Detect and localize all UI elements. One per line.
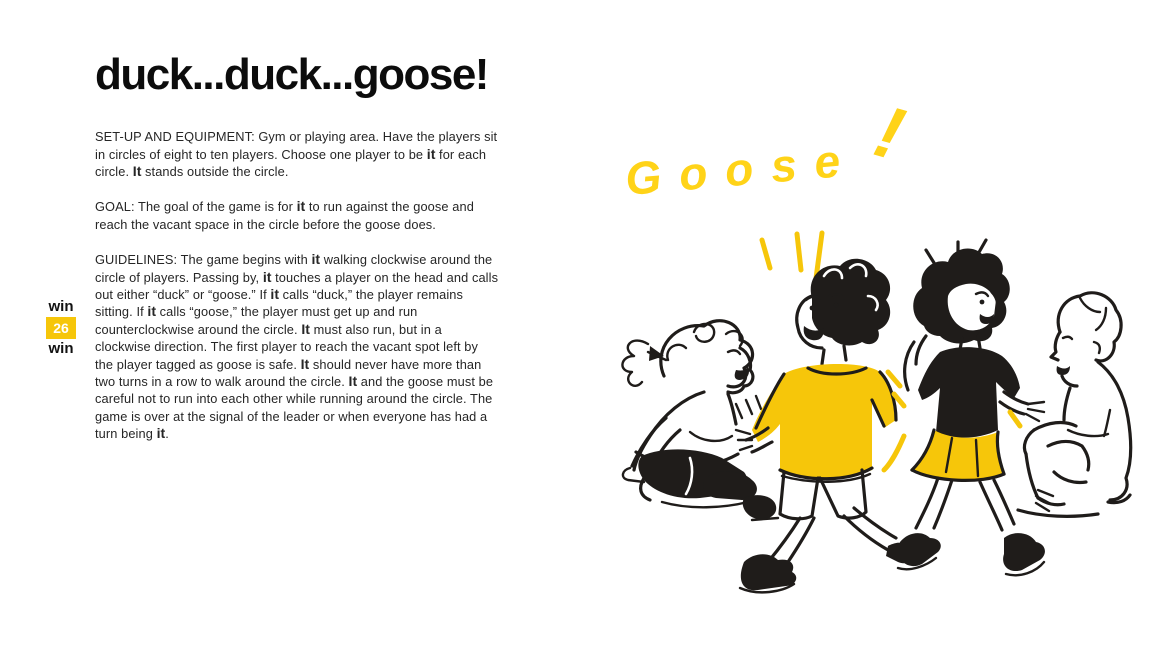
paragraph-text: calls “duck,” the player remains sitting. If (95, 287, 463, 320)
goose-caption: Goose (623, 132, 861, 206)
bold-it-word: it (270, 286, 280, 303)
paragraph-text: stands outside the circle. (141, 164, 289, 179)
win-bottom-label: win (48, 340, 74, 357)
bold-it-word: it (262, 268, 272, 285)
page-title: duck...duck...goose! (95, 50, 488, 99)
page-number: 26 (46, 317, 76, 339)
emphasis-lines (762, 233, 822, 286)
page-number-marker (42, 299, 80, 357)
child-crouching-girl (622, 321, 778, 520)
child-it-runner (736, 259, 916, 593)
paragraph-text: should never have more than two turns in a row to walk around the circle. (95, 356, 482, 390)
bold-it-word: It (348, 373, 358, 390)
bold-it-word: it (296, 198, 306, 215)
paragraph-text: walking clockwise around the circle of players. Passing by, (95, 252, 493, 285)
paragraph-text: . (165, 426, 169, 442)
paragraph-text: to run against the goose and reach the vacant space in the circle before the goose does. (95, 199, 474, 232)
paragraph-text: SET-UP AND EQUIPMENT: Gym or playing area. Have the players sit in circles of eight to ten players. Choose one player to be (95, 129, 498, 162)
paragraph (95, 128, 499, 180)
child-sitting-boy (1018, 293, 1131, 517)
paragraph-text: must also run, but in a clockwise direction. The first player to reach the vacant spot left by the player tagged as goose is safe. (95, 321, 479, 372)
game-instructions (95, 128, 499, 443)
bold-it-word: it (426, 145, 436, 162)
win-top-label: win (48, 298, 74, 315)
bold-it-word: It (300, 355, 310, 372)
duck-duck-goose-illustration (560, 40, 1154, 648)
bold-it-word: It (301, 320, 310, 337)
paragraph-text: GUIDELINES: The game begins with (95, 252, 312, 268)
bold-it-word: it (311, 251, 321, 268)
left-page-text (95, 52, 499, 443)
child-running-girl (884, 240, 1045, 575)
tap-motion-dashes (736, 396, 761, 418)
paragraph (95, 198, 499, 233)
paragraph (95, 251, 499, 442)
paragraph-text: GOAL: The goal of the game is for (95, 199, 297, 215)
paragraph-text: and the goose must be careful not to run into each other while running around the circle. The game is over at the signal of the leader or when everyone has had a turn being (95, 374, 494, 442)
bold-it-word: it (147, 303, 157, 320)
paragraph-text: for each circle. (95, 146, 487, 179)
exclamation-mark: ! (866, 89, 913, 176)
bold-it-word: It (132, 163, 142, 179)
paragraph-text: touches a player on the head and calls out either “duck” or “goose.” If (95, 269, 499, 303)
paragraph-text: calls “goose,” the player must get up and run counterclockwise around the circle. (95, 304, 418, 337)
bold-it-word: it (156, 425, 166, 442)
